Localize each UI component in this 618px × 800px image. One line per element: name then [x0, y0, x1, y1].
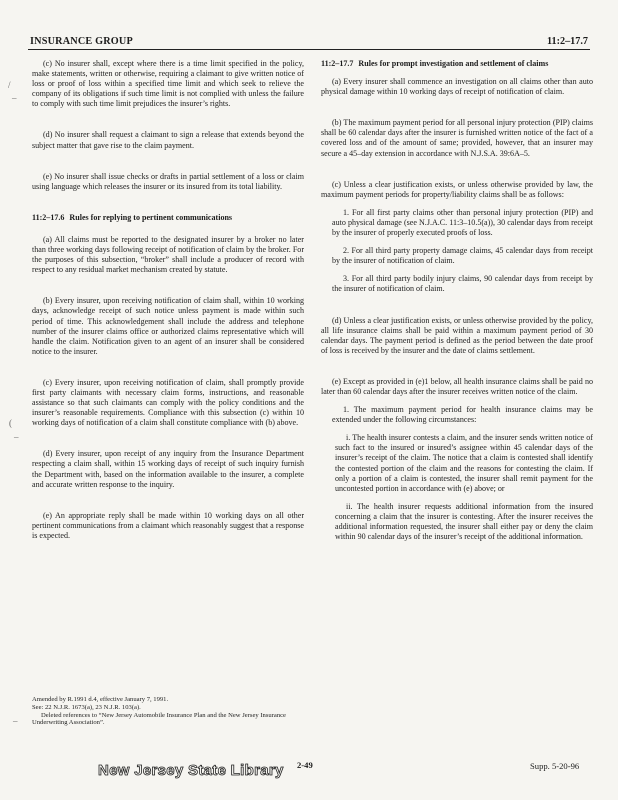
- right-column: [321, 59, 593, 542]
- header-title: INSURANCE GROUP: [30, 36, 133, 47]
- header-section-range: 11:2–17.7: [546, 36, 588, 47]
- section-17-7-c-1: 1. For all first party claims other than personal injury protection (PIP) and auto physical damage (see N.J.A.C. 11:3–10.5(a)), 30 calendar days from receipt by the insurer of properly executed proofs of loss.: [332, 207, 593, 238]
- supplement-date: Supp. 5-20-96: [530, 761, 580, 771]
- page-number: 2-49: [297, 760, 313, 770]
- library-watermark: New Jersey State Library: [98, 762, 284, 779]
- paragraph-d: (d) No insurer shall request a claimant to sign a release that extends beyond the subject matter that gave rise to the claim payment.: [32, 130, 304, 150]
- note-line: Amended by R.1991 d.4, effective January 7, 1991.: [32, 696, 169, 703]
- running-header: [28, 33, 590, 50]
- section-title: Rules for replying to pertinent communications: [69, 212, 233, 222]
- paragraph-e: (e) No insurer shall issue checks or drafts in partial settlement of a loss or claim using language which releases the insurer or its insured from its total liability.: [32, 171, 304, 191]
- section-17-7-c-2: 2. For all third party property damage claims, 45 calendar days from receipt by the insurer of notification of claim.: [332, 246, 593, 266]
- paragraph-c: (c) No insurer shall, except where there is a time limit specified in the policy, make statements, written or otherwise, requiring a claimant to give written notice of loss or proof of loss within a specified time limit and which seek to relieve the company of its obligations if such time limit is not complied with unless the failure to comply with such time limit prejudices the insurer’s rights.: [32, 59, 304, 109]
- section-17-6-c: (c) Every insurer, upon receiving notification of claim, shall promptly provide first party claimants with necessary claim forms, instructions, and reasonable assistance so that such claimants can comply with the policy conditions and the insurer’s reasonable requirements. Compliance with this subsection (c) within 10 working days of notification of a claim shall constitute compliance with (b) above.: [32, 377, 304, 428]
- margin-mark: –: [13, 716, 18, 726]
- section-17-7-e-1-i: i. The health insurer contests a claim, and the insurer sends written notice of such fact to the insured or insured’s assignee within 45 calendar days of the insurer’s receipt of the claim. The notice that a claim is contested shall identify the contested portion of the claim and the reasons for contesting the claim. If only a portion of a claim is contested, the insurer shall remit payment for the uncontested portion in accordance with (e) above; or: [335, 433, 593, 493]
- margin-mark: –: [12, 93, 17, 103]
- section-17-6-b: (b) Every insurer, upon receiving notification of claim shall, within 10 working days, acknowledge receipt of such notice unless payment is made within such period of time. This acknowledgement shall include the address and telephone number of the insurer claims office or authorized claims representative which will handle the claim. Notification given to an agent of an insurer shall be considered notice to the insurer.: [32, 296, 304, 356]
- left-column: [32, 59, 304, 541]
- section-17-6-a: (a) All claims must be reported to the designated insurer by a broker no later than three working days following receipt of notification of claim by the broker. For the purposes of this subsection, “broker” shall include a producer of record with respect to any residual market mechanism created by statute.: [32, 234, 304, 275]
- section-17-7-e: (e) Except as provided in (e)1 below, all health insurance claims shall be paid no later than 60 calendar days after the insurer receives written notice of the claim.: [321, 376, 593, 396]
- note-line: Deleted references to “New Jersey Automobile Insurance Plan and the New Jersey Insurance Underwriting Association”.: [32, 711, 286, 727]
- note-line: See: 22 N.J.R. 1673(a), 23 N.J.R. 103(a).: [32, 703, 141, 711]
- section-heading-17-6: [32, 213, 304, 223]
- section-17-6-e: (e) An appropriate reply shall be made within 10 working days on all other pertinent communications from a claimant which reasonably suggest that a response is expected.: [32, 510, 304, 540]
- section-heading-17-7: [321, 59, 593, 69]
- section-17-6-d: (d) Every insurer, upon receipt of any inquiry from the Insurance Department respecting a claim shall, within 15 working days of receipt of such inquiry furnish the Department with, based on the information available to the insurer, a complete and accurate written response to the inquiry.: [32, 449, 304, 489]
- margin-mark: –: [14, 432, 19, 442]
- section-17-7-b: (b) The maximum payment period for all personal injury protection (PIP) claims shall be 60 calendar days after the insurer is furnished written notice of the fact of a covered loss and of the amount of same; provided, however, that an insurer may secure a 45–day extension in accordance with N.J.S.A. 39:6A–5.: [321, 118, 593, 158]
- section-number: 11:2–17.7: [321, 59, 354, 68]
- margin-mark: /: [8, 80, 11, 90]
- section-17-7-c-3: 3. For all third party bodily injury claims, 90 calendar days from receipt by the insurer of notification of claim.: [332, 274, 593, 294]
- section-number: 11:2–17.6: [32, 212, 65, 222]
- section-17-7-c: (c) Unless a clear justification exists, or unless otherwise provided by law, the maximum payment periods for property/liability claims shall be as follows:: [321, 179, 593, 199]
- section-17-7-a: (a) Every insurer shall commence an investigation on all claims other than auto physical damage within 10 working days of receipt of notification of claim.: [321, 77, 593, 97]
- section-title: Rules for prompt investigation and settlement of claims: [358, 59, 549, 68]
- section-17-7-d: (d) Unless a clear justification exists, or unless otherwise provided by the policy, all life insurance claims shall be paid within a maximum payment period of 30 calendar days. The payment period is defined as the period between the date proof of loss is received by the insurer and the date of claims settlement.: [321, 315, 593, 355]
- margin-mark: (: [9, 418, 12, 428]
- section-17-7-e-1-ii: ii. The health insurer requests additional information from the insured concerning a claim that the insurer is contesting. After the insurer receives the additional information requested, the insurer shall either pay or deny the claim within 90 calendar days of the insurer’s receipt of the additional information.: [335, 501, 593, 542]
- section-17-7-e-1: 1. The maximum payment period for health insurance claims may be extended under the following circumstances:: [332, 405, 593, 425]
- history-notes: [32, 696, 304, 727]
